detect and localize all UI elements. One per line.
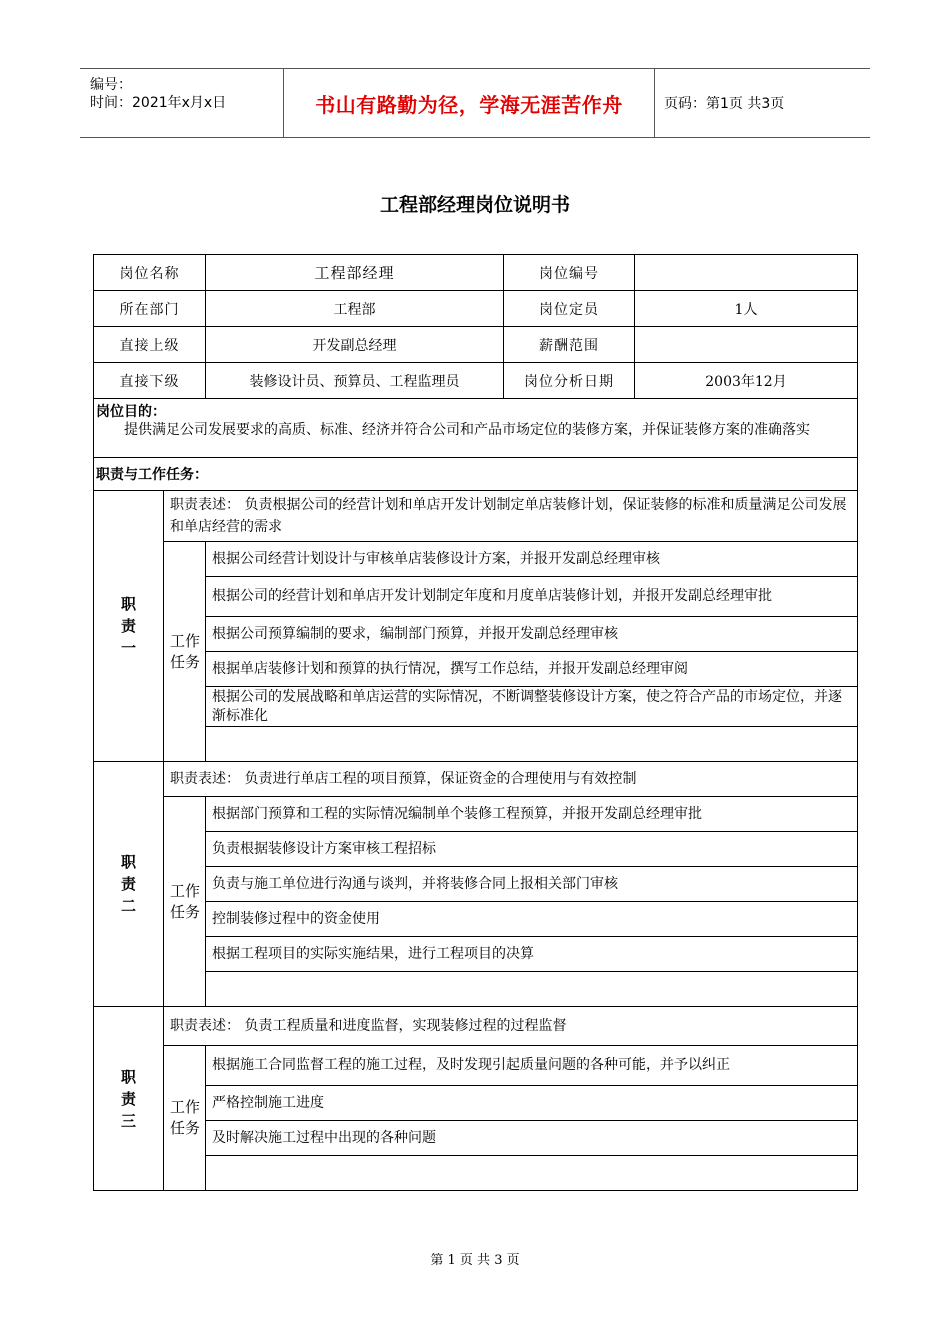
page-header — [80, 68, 870, 138]
work-tasks-label — [164, 542, 206, 762]
purpose-row — [94, 399, 858, 458]
task-row — [94, 577, 858, 617]
info-row — [94, 363, 858, 399]
duty1-statement: 职责表述： 负责根据公司的经营计划和单店开发计划制定单店装修计划，保证装修的标准和质量满足公司发展和单店经营的需求 — [164, 491, 858, 542]
task-item: 根据单店装修计划和预算的执行情况，撰写工作总结，并报开发副总经理审阅 — [206, 652, 858, 687]
header-motto-cell — [283, 69, 655, 137]
subordinates-value: 装修设计员、预算员、工程监理员 — [206, 363, 504, 399]
work-tasks-label — [164, 797, 206, 1007]
duty1-name: 职责一 — [121, 595, 137, 657]
position-code-value — [635, 255, 858, 291]
task-row — [94, 972, 858, 1007]
task-item: 负责与施工单位进行沟通与谈判，并将装修合同上报相关部门审核 — [206, 867, 858, 902]
position-code-label: 岗位编号 — [504, 255, 635, 291]
document-title: 工程部经理岗位说明书 — [379, 194, 570, 216]
task-row — [94, 1156, 858, 1191]
task-row — [94, 727, 858, 762]
duty3-statement: 职责表述： 负责工程质量和进度监督，实现装修过程的过程监督 — [164, 1007, 858, 1046]
motto-text: 书山有路勤为径，学海无涯苦作舟 — [315, 92, 623, 117]
task-item-empty — [206, 972, 858, 1007]
task-row — [94, 542, 858, 577]
salary-range-value — [635, 327, 858, 363]
position-name-label: 岗位名称 — [94, 255, 206, 291]
duties-heading-row — [94, 458, 858, 491]
purpose-label: 岗位目的： — [96, 404, 166, 420]
work-tasks-label — [164, 1046, 206, 1191]
duty1-label — [94, 491, 164, 762]
analysis-date-value: 2003年12月 — [635, 363, 858, 399]
task-row — [94, 687, 858, 727]
duty2-label — [94, 762, 164, 1007]
info-row — [94, 291, 858, 327]
work-label: 工作任务 — [170, 881, 201, 921]
headcount-label: 岗位定员 — [504, 291, 635, 327]
header-page-cell — [654, 69, 870, 137]
task-row — [94, 1086, 858, 1121]
task-item: 控制装修过程中的资金使用 — [206, 902, 858, 937]
task-row — [94, 1046, 858, 1086]
task-row — [94, 652, 858, 687]
task-row — [94, 867, 858, 902]
department-label: 所在部门 — [94, 291, 206, 327]
task-item: 及时解决施工过程中出现的各种问题 — [206, 1121, 858, 1156]
headcount-value: 1人 — [635, 291, 858, 327]
salary-range-label: 薪酬范围 — [504, 327, 635, 363]
department-value: 工程部 — [206, 291, 504, 327]
task-item-empty — [206, 727, 858, 762]
task-item: 负责根据装修设计方案审核工程招标 — [206, 832, 858, 867]
purpose-cell — [94, 399, 858, 458]
supervisor-value: 开发副总经理 — [206, 327, 504, 363]
duty3-name: 职责三 — [121, 1067, 137, 1130]
task-row — [94, 797, 858, 832]
task-item: 根据公司的经营计划和单店开发计划制定年度和月度单店装修计划，并报开发副总经理审批 — [206, 577, 858, 617]
task-item: 根据公司经营计划设计与审核单店装修设计方案，并报开发副总经理审核 — [206, 542, 858, 577]
duty2-name: 职责二 — [121, 853, 137, 915]
task-item: 根据公司的发展战略和单店运营的实际情况，不断调整装修设计方案，使之符合产品的市场定位，并逐渐标准化 — [206, 687, 858, 727]
work-label: 工作任务 — [170, 631, 201, 671]
task-item: 根据施工合同监督工程的施工过程，及时发现引起质量问题的各种可能，并予以纠正 — [206, 1046, 858, 1086]
subordinates-label: 直接下级 — [94, 363, 206, 399]
task-item: 根据工程项目的实际实施结果，进行工程项目的决算 — [206, 937, 858, 972]
job-description-table — [93, 254, 858, 1191]
task-row — [94, 617, 858, 652]
analysis-date-label: 岗位分析日期 — [504, 363, 635, 399]
info-row — [94, 327, 858, 363]
duty-statement-row — [94, 762, 858, 797]
task-row — [94, 937, 858, 972]
duty2-statement: 职责表述： 负责进行单店工程的项目预算，保证资金的合理使用与有效控制 — [164, 762, 858, 797]
duty-statement-row — [94, 1007, 858, 1046]
info-row — [94, 255, 858, 291]
task-item-empty — [206, 1156, 858, 1191]
page-footer: 第 1 页 共 3 页 — [430, 1253, 520, 1268]
duty3-label — [94, 1007, 164, 1191]
task-item: 根据公司预算编制的要求，编制部门预算，并报开发副总经理审核 — [206, 617, 858, 652]
task-row — [94, 1121, 858, 1156]
purpose-text: 提供满足公司发展要求的高质、标准、经济并符合公司和产品市场定位的装修方案，并保证装修方案的准确落实 — [124, 422, 810, 438]
task-row — [94, 832, 858, 867]
position-name-value: 工程部经理 — [206, 255, 504, 291]
task-item: 根据部门预算和工程的实际情况编制单个装修工程预算，并报开发副总经理审批 — [206, 797, 858, 832]
supervisor-label: 直接上级 — [94, 327, 206, 363]
header-left-cell — [80, 69, 283, 137]
duty-statement-row — [94, 491, 858, 542]
task-item: 严格控制施工进度 — [206, 1086, 858, 1121]
task-row — [94, 902, 858, 937]
doc-time-label: 时间：2021年x月x日 — [90, 95, 227, 111]
doc-number-label: 编号： — [90, 77, 132, 93]
work-label: 工作任务 — [170, 1098, 201, 1137]
page-info: 页码：第1页 共3页 — [664, 96, 785, 112]
duties-heading: 职责与工作任务： — [94, 458, 858, 491]
